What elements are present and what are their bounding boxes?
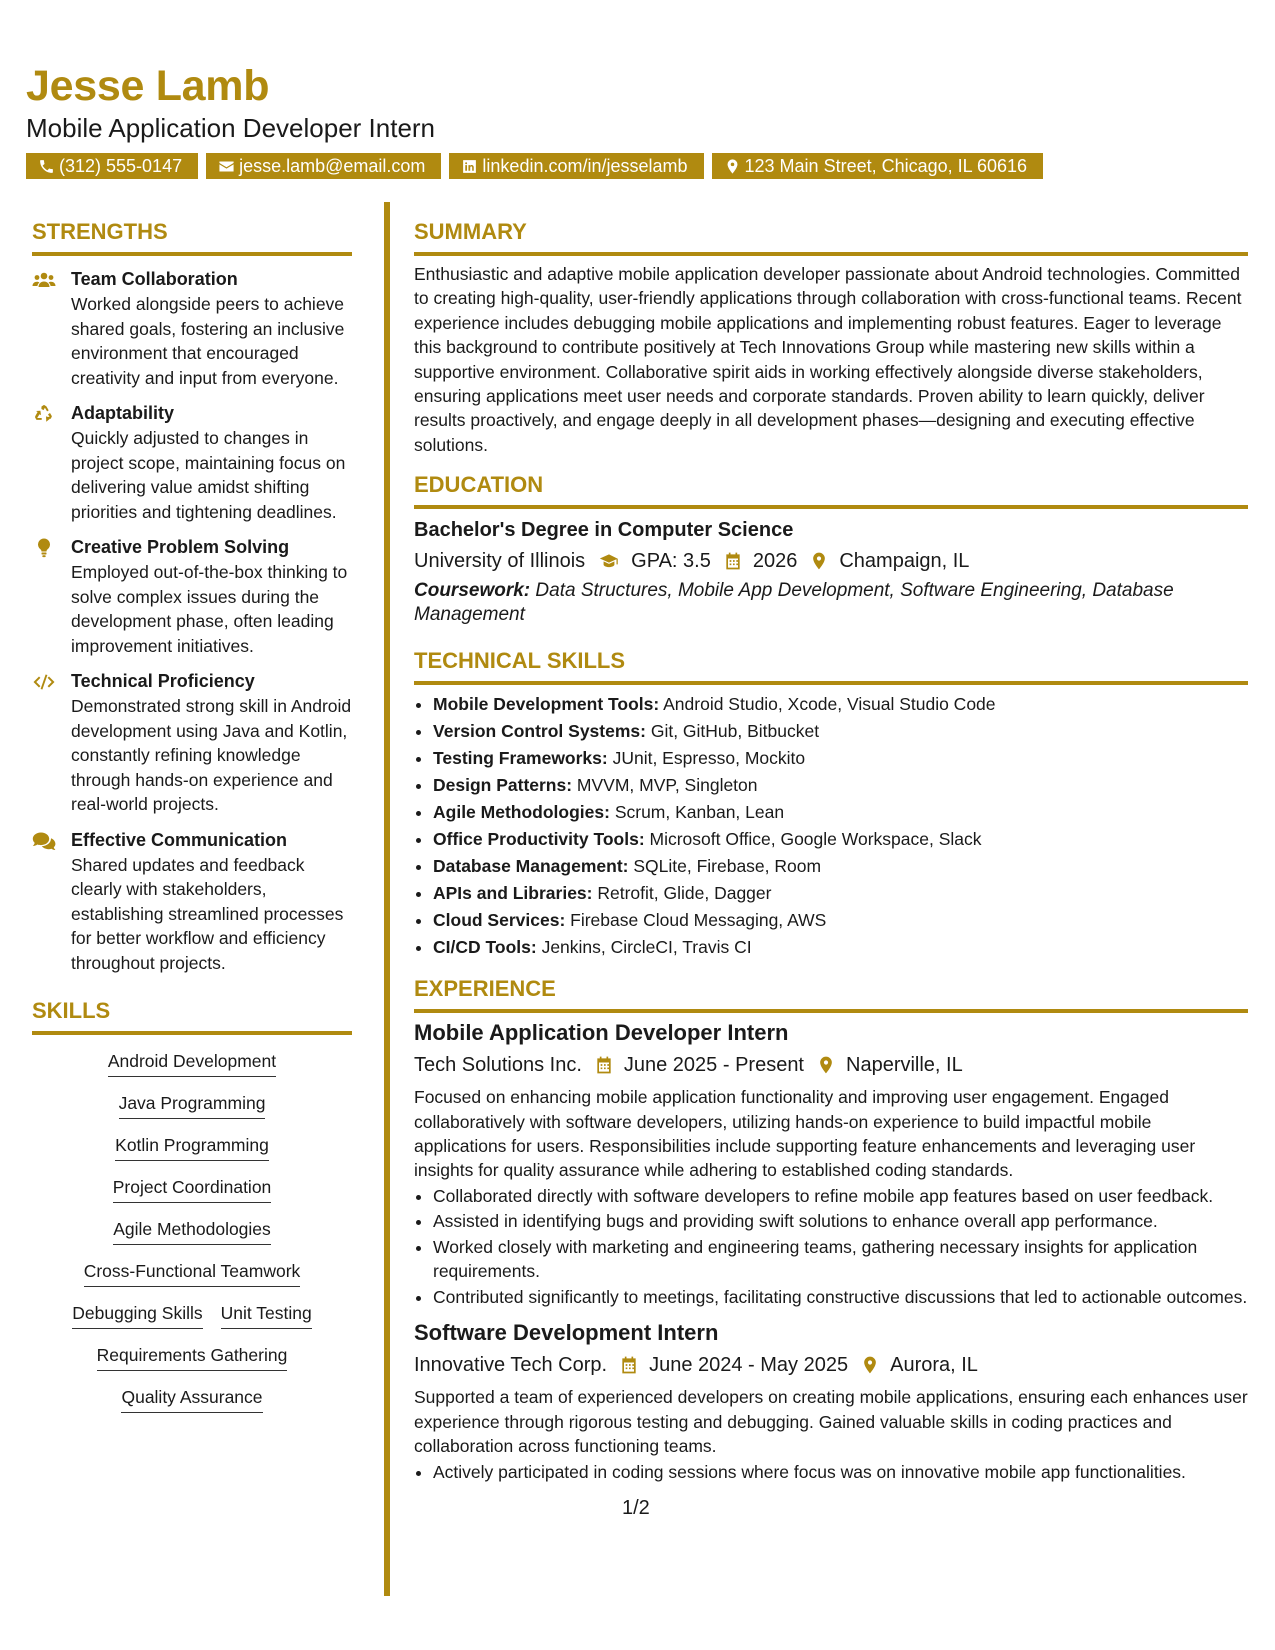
skills-heading: SKILLS — [32, 998, 111, 1023]
technical-skills-section — [414, 647, 1248, 961]
education-meta — [414, 547, 1248, 575]
list-item: • Actively participated in coding sessions where focus was on innovative mobile app functionalities. — [433, 1460, 1248, 1485]
section-rule — [414, 252, 1248, 256]
column-divider — [384, 202, 390, 1596]
strength-title: Creative Problem Solving — [71, 537, 290, 557]
job-entry — [414, 1319, 1248, 1484]
list-item — [433, 880, 1248, 907]
email-text: jesse.lamb@email.com — [239, 156, 426, 176]
list-item — [433, 907, 1248, 934]
list-item: • Collaborated directly with software developers to refine mobile app features based on user feedback. — [433, 1184, 1248, 1209]
list-item: • Contributed significantly to meetings, facilitating constructive discussions that led to actionable outcomes. — [433, 1285, 1248, 1310]
left-column — [32, 218, 352, 1413]
calendar-icon — [723, 551, 743, 571]
list-item — [433, 718, 1248, 745]
contact-email[interactable] — [206, 153, 441, 179]
skill-category: APIs and Libraries: — [433, 883, 593, 904]
skill-tag: Cross-Functional Teamwork — [84, 1259, 301, 1287]
contact-address[interactable] — [712, 153, 1044, 179]
skill-row — [32, 1091, 352, 1119]
job-title: Mobile Application Developer Intern — [414, 1020, 789, 1046]
job-bullets — [414, 1184, 1248, 1310]
job-summary: Supported a team of experienced developers on creating mobile applications, ensuring each enhances user experience through rigorous testing and debugging. Gained valuable skills in coding practices and collaboration across functioning teams. — [414, 1387, 1248, 1457]
skill-row — [32, 1175, 352, 1203]
strength-desc: Shared updates and feedback clearly with stakeholders, establishing streamlined processes for better workflow and efficiency throughout projects. — [71, 854, 344, 973]
candidate-role: Mobile Application Developer Intern — [26, 113, 436, 143]
graduation-cap-icon — [597, 551, 621, 571]
map-pin-icon — [724, 158, 741, 175]
section-rule — [414, 681, 1248, 685]
linkedin-text: linkedin.com/in/jesselamb — [482, 156, 688, 176]
skill-category: Design Patterns: — [433, 775, 573, 796]
skill-tag: Android Development — [108, 1049, 276, 1077]
education-section — [414, 471, 1248, 627]
candidate-name: Jesse Lamb — [26, 62, 270, 110]
job-meta — [414, 1351, 1248, 1379]
strength-desc: Quickly adjusted to changes in project scope, maintaining focus on delivering value amidst shifting priorities and tightening deadlines. — [71, 428, 346, 522]
skill-values: SQLite, Firebase, Room — [628, 856, 822, 877]
skill-row — [32, 1049, 352, 1077]
address-text: 123 Main Street, Chicago, IL 60616 — [744, 156, 1028, 176]
strengths-heading: STRENGTHS — [32, 219, 168, 244]
gpa-text: GPA: 3.5 — [631, 550, 711, 573]
school-name: University of Illinois — [414, 550, 586, 573]
skill-category: Mobile Development Tools: — [433, 694, 660, 715]
recycle-icon — [32, 404, 56, 424]
list-item: • Worked closely with marketing and engineering teams, gathering necessary insights for application requirements. — [433, 1235, 1248, 1284]
strength-desc: Demonstrated strong skill in Android development using Java and Kotlin, constantly refining knowledge through hands-on experience and real-world projects. — [71, 696, 352, 814]
skill-values: Android Studio, Xcode, Visual Studio Code — [659, 694, 996, 715]
skills-section — [32, 997, 352, 1413]
skill-values: JUnit, Espresso, Mockito — [607, 748, 806, 769]
summary-heading: SUMMARY — [414, 219, 527, 244]
contact-phone[interactable] — [26, 153, 198, 179]
resume-header — [26, 62, 1226, 179]
job-location: Naperville, IL — [846, 1054, 963, 1077]
job-meta — [414, 1051, 1248, 1079]
contact-linkedin[interactable] — [449, 153, 703, 179]
summary-text: Enthusiastic and adaptive mobile application developer passionate about Android technologies. Committed to creating high-quality, user-friendly applications through collaboration with cross-functional teams. Recent experience includes debugging mobile applications and implementing robust features. Eager to leverage this background to contribute positively at Tech Innovations Group while mastering new skills within a supportive environment. Collaborative spirit aids in working effectively alongside diverse stakeholders, ensuring applications meet user needs and corporate standards. Proven ability to learn quickly, deliver results proactively, and engage deeply in all development phases—designing and executing effective solutions. — [414, 264, 1242, 455]
skill-category: Agile Methodologies: — [433, 802, 610, 823]
skill-tag: Java Programming — [119, 1091, 266, 1119]
calendar-icon — [594, 1055, 614, 1075]
graduation-year: 2026 — [752, 550, 798, 573]
map-pin-icon — [816, 1055, 836, 1075]
skill-row — [32, 1385, 352, 1413]
envelope-icon — [218, 158, 235, 175]
list-item — [433, 772, 1248, 799]
skill-category: Office Productivity Tools: — [433, 829, 645, 850]
code-icon — [32, 672, 56, 692]
experience-heading: EXPERIENCE — [414, 976, 556, 1002]
skill-row — [32, 1259, 352, 1287]
skill-values: Scrum, Kanban, Lean — [609, 802, 785, 823]
coursework-label: Coursework: — [414, 580, 531, 602]
skill-tag: Debugging Skills — [72, 1301, 202, 1329]
degree-title: Bachelor's Degree in Computer Science — [414, 519, 794, 542]
section-rule — [414, 1009, 1248, 1013]
company-name: Innovative Tech Corp. — [414, 1354, 608, 1377]
list-item — [433, 745, 1248, 772]
page-number: 1/2 — [622, 1497, 650, 1519]
job-title: Software Development Intern — [414, 1320, 719, 1346]
skill-category: Version Control Systems: — [433, 721, 646, 742]
skill-row — [32, 1301, 352, 1329]
skill-category: Cloud Services: — [433, 910, 566, 931]
list-item: • Assisted in identifying bugs and providing swift solutions to enhance overall app performance. — [433, 1209, 1248, 1234]
job-entry — [414, 1019, 1248, 1309]
strength-desc: Employed out-of-the-box thinking to solve complex issues during the development phase, often leading improvement initiatives. — [71, 562, 348, 656]
section-rule — [32, 1031, 352, 1035]
skill-values: MVVM, MVP, Singleton — [572, 775, 758, 796]
skill-row — [32, 1343, 352, 1371]
strength-title: Effective Communication — [71, 829, 288, 850]
strength-title: Technical Proficiency — [71, 671, 255, 691]
coursework — [414, 579, 1248, 627]
skill-row — [32, 1133, 352, 1161]
strength-title: Team Collaboration — [71, 269, 238, 289]
skill-tag: Agile Methodologies — [113, 1217, 271, 1245]
skill-tag: Unit Testing — [221, 1301, 312, 1329]
skill-tag: Kotlin Programming — [115, 1133, 269, 1161]
comments-icon — [32, 831, 56, 851]
strength-item — [32, 402, 352, 524]
lightbulb-icon — [32, 538, 56, 558]
technical-skills-heading: TECHNICAL SKILLS — [414, 648, 626, 674]
list-item — [433, 799, 1248, 826]
job-location: Aurora, IL — [890, 1354, 978, 1377]
skill-category: Database Management: — [433, 856, 629, 877]
job-dates: June 2025 - Present — [623, 1054, 804, 1077]
strength-title: Adaptability — [71, 403, 175, 423]
map-pin-icon — [860, 1355, 880, 1375]
map-pin-icon — [809, 551, 829, 571]
strength-item — [32, 268, 352, 390]
skill-category: CI/CD Tools: — [433, 937, 537, 958]
education-location: Champaign, IL — [839, 550, 970, 573]
list-item — [433, 934, 1248, 961]
technical-skills-list — [414, 691, 1248, 961]
right-column — [414, 218, 1248, 1484]
job-bullets — [414, 1460, 1248, 1485]
contact-bar — [26, 153, 1226, 179]
section-rule — [32, 252, 352, 256]
linkedin-icon — [461, 158, 478, 175]
users-icon — [32, 270, 56, 290]
list-item — [433, 853, 1248, 880]
skill-tag: Quality Assurance — [121, 1385, 262, 1413]
calendar-icon — [619, 1355, 639, 1375]
strength-item — [32, 536, 352, 658]
skill-values: Jenkins, CircleCI, Travis CI — [536, 937, 752, 958]
strength-item — [32, 670, 352, 817]
company-name: Tech Solutions Inc. — [414, 1054, 582, 1077]
job-summary: Focused on enhancing mobile application functionality and improving user engagement. Engaged collaboratively with software developers, utilizing hands-on experience to build impactful mobile applications for users. Responsibilities include supporting feature enhancements and leveraging user insights for quality assurance while adhering to established coding standards. — [414, 1087, 1196, 1181]
skill-row — [32, 1217, 352, 1245]
coursework-list: Data Structures, Mobile App Development, Software Engineering, Database Management — [414, 580, 1174, 626]
strengths-section — [32, 218, 352, 975]
skill-values: Microsoft Office, Google Workspace, Slack — [644, 829, 982, 850]
strength-item — [32, 829, 352, 976]
education-heading: EDUCATION — [414, 472, 544, 498]
skill-values: Firebase Cloud Messaging, AWS — [565, 910, 827, 931]
phone-icon — [38, 158, 55, 175]
list-item — [433, 826, 1248, 853]
skill-values: Retrofit, Glide, Dagger — [592, 883, 772, 904]
strength-desc: Worked alongside peers to achieve shared goals, fostering an inclusive environment that encouraged creativity and input from everyone. — [71, 294, 345, 388]
skill-category: Testing Frameworks: — [433, 748, 608, 769]
section-rule — [414, 505, 1248, 509]
experience-section — [414, 975, 1248, 1484]
skill-tag: Project Coordination — [113, 1175, 272, 1203]
phone-text: (312) 555-0147 — [59, 156, 183, 176]
summary-section — [414, 218, 1248, 457]
skill-values: Git, GitHub, Bitbucket — [645, 721, 820, 742]
skill-tag: Requirements Gathering — [97, 1343, 288, 1371]
job-dates: June 2024 - May 2025 — [649, 1354, 849, 1377]
list-item — [433, 691, 1248, 718]
